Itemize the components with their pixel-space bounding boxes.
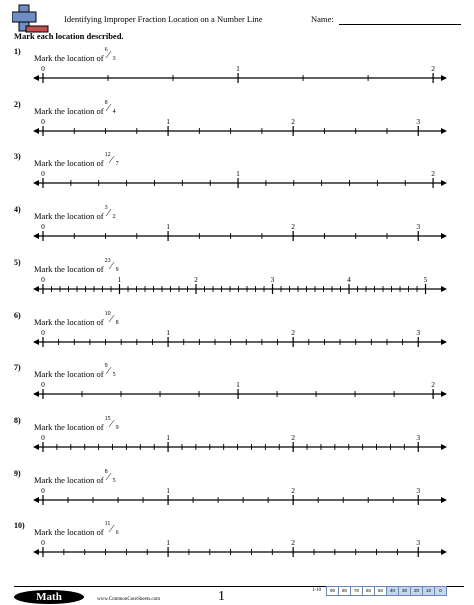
worksheet-header (0, 0, 474, 32)
tick-label: 3 (416, 538, 421, 548)
fraction-slash: ⁄ (107, 470, 110, 483)
tick-label: 5 (423, 274, 428, 284)
tick-label: 2 (291, 116, 296, 126)
problem-number: 9) (14, 468, 21, 478)
arrow-right-icon (441, 444, 447, 450)
fraction-numerator: 3 (104, 205, 108, 212)
fraction-denominator: 5 (112, 372, 116, 379)
tick-label: 4 (347, 274, 351, 284)
problem-item (0, 47, 474, 99)
fraction-numerator: 8 (104, 468, 108, 475)
fraction-slash: ⁄ (110, 417, 113, 430)
arrow-left-icon (33, 549, 39, 555)
tick-label: 2 (431, 169, 435, 179)
arrow-left-icon (33, 180, 39, 186)
tick-label: 0 (41, 327, 45, 337)
arrow-right-icon (441, 391, 447, 397)
arrow-right-icon (441, 75, 447, 81)
tick-label: 3 (416, 116, 421, 126)
tick-label: 1 (166, 538, 170, 548)
prompt-text: Mark the location of (34, 421, 104, 432)
arrow-left-icon (33, 75, 39, 81)
fraction-numerator: 15 (104, 415, 111, 422)
tick-label: 1 (166, 432, 170, 442)
problem-item (0, 416, 474, 468)
name-label: Name: (311, 14, 334, 24)
fraction-slash: ⁄ (110, 523, 113, 536)
worksheet-title: Identifying Improper Fraction Location on a Number Line (64, 14, 263, 24)
fraction-slash: ⁄ (107, 365, 110, 378)
fraction-denominator: 5 (112, 477, 116, 484)
number-line[interactable] (0, 416, 474, 468)
site-url[interactable]: www.CommonCoreSheets.com (97, 597, 161, 602)
fraction-slash: ⁄ (110, 259, 113, 272)
worksheet-footer (0, 582, 474, 605)
tick-label: 2 (291, 327, 296, 337)
fraction-denominator: 6 (115, 530, 119, 537)
tick-label: 1 (166, 327, 170, 337)
tick-label: 2 (291, 485, 296, 495)
arrow-right-icon (441, 128, 447, 134)
score-cell: 50 (374, 586, 387, 596)
tick-label: 0 (41, 169, 45, 179)
problem-item (0, 258, 474, 310)
number-line[interactable] (0, 205, 474, 257)
arrow-left-icon (33, 128, 39, 134)
number-line[interactable] (0, 363, 474, 415)
tick-label: 0 (41, 64, 45, 73)
fraction-denominator: 8 (115, 319, 119, 326)
problem-item (0, 205, 474, 257)
problem-item (0, 152, 474, 204)
number-line[interactable] (0, 311, 474, 363)
tick-label: 0 (41, 380, 45, 390)
tick-label: 2 (291, 538, 296, 548)
score-range-label: 1-10 (312, 588, 322, 593)
tick-label: 0 (41, 274, 45, 284)
tick-label: 1 (166, 116, 170, 126)
prompt-text: Mark the location of (34, 263, 104, 274)
fraction-numerator: 8 (104, 99, 108, 106)
page-number: 1 (218, 589, 225, 604)
tick-label: 3 (416, 432, 421, 442)
score-cell: 80 (338, 586, 351, 596)
prompt-text: Mark the location of (34, 105, 104, 116)
arrow-right-icon (441, 233, 447, 239)
tick-label: 2 (194, 274, 198, 284)
fraction-denominator: 2 (112, 214, 116, 221)
score-cell: 20 (410, 586, 423, 596)
number-line[interactable] (0, 521, 474, 573)
fraction-slash: ⁄ (107, 101, 110, 114)
tick-label: 1 (236, 380, 240, 390)
tick-label: 0 (41, 432, 45, 442)
score-cell: 0 (434, 586, 447, 596)
plus-logo-icon (12, 4, 52, 34)
number-line[interactable] (0, 258, 474, 310)
fraction-numerator: 6 (104, 47, 108, 53)
fraction-slash: ⁄ (110, 154, 113, 167)
fraction-numerator: 23 (104, 257, 111, 264)
problem-item (0, 311, 474, 363)
fraction-denominator: 7 (115, 161, 119, 168)
score-cell: 60 (362, 586, 375, 596)
tick-label: 0 (41, 538, 45, 548)
fraction-numerator: 12 (104, 152, 111, 159)
prompt-text: Mark the location of (34, 474, 104, 485)
fraction-denominator: 9 (115, 424, 119, 431)
fraction-numerator: 9 (104, 363, 108, 370)
problem-number: 6) (14, 310, 21, 320)
problem-number: 1) (14, 47, 21, 56)
tick-label: 3 (270, 274, 275, 284)
tick-label: 1 (166, 485, 170, 495)
tick-label: 2 (291, 432, 296, 442)
arrow-right-icon (441, 339, 447, 345)
problem-number: 4) (14, 205, 21, 215)
fraction-denominator: 9 (115, 266, 119, 273)
tick-label: 1 (236, 169, 240, 179)
arrow-left-icon (33, 497, 39, 503)
prompt-text: Mark the location of (34, 53, 104, 63)
tick-label: 0 (41, 485, 45, 495)
arrow-right-icon (441, 549, 447, 555)
prompt-text: Mark the location of (34, 369, 104, 380)
score-cell: 30 (398, 586, 411, 596)
arrow-left-icon (33, 444, 39, 450)
tick-label: 0 (41, 116, 45, 126)
fraction-numerator: 10 (104, 310, 111, 317)
tick-label: 2 (291, 222, 296, 232)
tick-label: 1 (117, 274, 122, 284)
tick-label: 2 (431, 380, 435, 390)
problem-item (0, 363, 474, 415)
tick-label: 3 (416, 485, 421, 495)
arrow-right-icon (441, 180, 447, 186)
fraction-denominator: 3 (112, 56, 116, 62)
fraction-denominator: 4 (112, 108, 116, 115)
problem-item (0, 100, 474, 152)
subject-badge: Math (14, 590, 84, 604)
score-cell: 40 (386, 586, 399, 596)
number-line[interactable] (0, 100, 474, 152)
problem-number: 2) (14, 99, 21, 109)
tick-label: 3 (416, 327, 421, 337)
prompt-text: Mark the location of (34, 316, 104, 327)
fraction-slash: ⁄ (107, 49, 110, 61)
tick-label: 3 (416, 222, 421, 232)
prompt-text: Mark the location of (34, 158, 104, 169)
arrow-left-icon (33, 391, 39, 397)
problem-number: 8) (14, 415, 21, 425)
tick-label: 0 (41, 222, 45, 232)
score-cell: 10 (422, 586, 435, 596)
fraction-numerator: 11 (104, 521, 111, 528)
arrow-left-icon (33, 339, 39, 345)
problem-number: 5) (14, 257, 21, 267)
arrow-left-icon (33, 286, 39, 292)
arrow-left-icon (33, 233, 39, 239)
arrow-right-icon (441, 497, 447, 503)
score-cell: 90 (326, 586, 339, 596)
score-cell: 70 (350, 586, 363, 596)
tick-label: 2 (431, 64, 435, 73)
instructions: Mark each location described. (14, 31, 124, 41)
number-line[interactable] (0, 152, 474, 204)
number-line[interactable] (0, 469, 474, 521)
fraction-slash: ⁄ (110, 312, 113, 325)
name-field-line[interactable] (339, 24, 461, 25)
fraction-slash: ⁄ (107, 207, 110, 220)
tick-label: 1 (236, 64, 240, 73)
score-table (327, 586, 447, 596)
number-line[interactable] (0, 47, 474, 99)
problem-number: 7) (14, 363, 21, 373)
tick-label: 1 (166, 222, 170, 232)
problem-number: 3) (14, 152, 21, 162)
problem-item (0, 521, 474, 573)
problem-number: 10) (14, 521, 25, 531)
prompt-text: Mark the location of (34, 527, 104, 538)
prompt-text: Mark the location of (34, 211, 104, 222)
problem-item (0, 469, 474, 521)
arrow-right-icon (441, 286, 447, 292)
